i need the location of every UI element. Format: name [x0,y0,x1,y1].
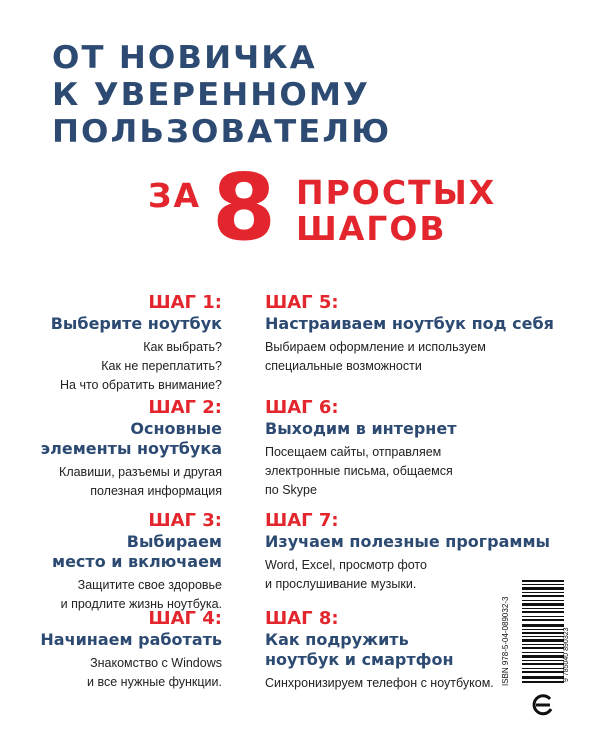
step-description [41,463,222,501]
step-description [265,443,456,500]
step-heading-line: Выберите ноутбук [50,314,222,333]
slogan-number: 8 [212,154,277,261]
title-line-3: ПОЛЬЗОВАТЕЛЮ [52,114,392,150]
step-label: ШАГ 2: [148,397,222,418]
slogan-za: ЗА [148,176,201,215]
step-3 [52,510,222,614]
step-2 [41,397,222,501]
step-label: ШАГ 3: [148,510,222,531]
slogan-line-2: ШАГОВ [296,209,447,248]
step-label: ШАГ 8: [265,608,339,629]
step-5 [265,292,554,376]
step-label: ШАГ 4: [148,608,222,629]
step-heading [265,419,456,439]
step-label: ШАГ 6: [265,397,339,418]
step-label: ШАГ 5: [265,292,339,313]
title-line-2: К УВЕРЕННОМУ [52,77,370,113]
step-heading [265,532,550,552]
step-description [51,338,222,395]
step-heading-line: Как подружить [265,630,409,649]
step-desc-line: Знакомство с Windows [90,656,222,670]
step-heading-line: Основные [130,419,222,438]
publisher-logo-icon [530,692,556,718]
step-heading [265,314,554,334]
step-heading [51,314,222,334]
step-label: ШАГ 7: [265,510,339,531]
title-line-1: ОТ НОВИЧКА [52,40,317,76]
step-desc-line: Выбираем оформление и используем [265,340,486,354]
step-desc-line: электронные письма, общаемся [265,464,453,478]
step-desc-line: Как не переплатить? [101,359,222,373]
step-heading-line: Выбираем [126,532,222,551]
step-heading-line: Начинаем работать [40,630,222,649]
step-desc-line: Word, Excel, просмотр фото [265,558,427,572]
slogan-text [296,175,496,247]
step-desc-line: и продлите жизнь ноутбука. [60,597,222,611]
step-desc-line: Защитите свое здоровье [77,578,222,592]
slogan-line-1: ПРОСТЫХ [296,173,497,212]
step-desc-line: и прослушивание музыки. [265,577,417,591]
step-1 [51,292,222,395]
step-desc-line: по Skype [265,483,317,497]
step-heading-line: Изучаем полезные программы [265,532,550,551]
step-label: ШАГ 1: [148,292,222,313]
step-heading-line: элементы ноутбука [40,439,222,458]
step-description [40,654,222,692]
step-heading [41,419,222,459]
step-8 [265,608,494,693]
step-heading-line: ноутбук и смартфон [265,650,454,669]
step-desc-line: и все нужные функции. [87,675,222,689]
step-description [265,674,494,693]
step-description [265,338,554,376]
step-desc-line: Посещаем сайты, отправляем [265,445,442,459]
step-4 [40,608,222,692]
step-desc-line: специальные возможности [265,359,422,373]
step-heading [265,630,494,670]
isbn-text: ISBN 978-5-04-089032-3 [501,596,510,686]
book-title [52,40,391,151]
step-heading-line: Настраиваем ноутбук под себя [265,314,554,333]
step-heading-line: Выходим в интернет [265,419,457,438]
step-desc-line: Клавиши, разъемы и другая [59,465,222,479]
step-desc-line: Как выбрать? [143,340,222,354]
step-heading [40,630,222,650]
step-desc-line: полезная информация [90,484,222,498]
step-desc-line: Синхронизируем телефон с ноутбуком. [265,676,494,690]
barcode [508,578,572,686]
step-heading [52,532,222,572]
step-heading-line: место и включаем [52,552,222,571]
step-6 [265,397,456,500]
step-desc-line: На что обратить внимание? [60,378,222,392]
barcode-digits: 9 785040 890323 [563,627,570,682]
